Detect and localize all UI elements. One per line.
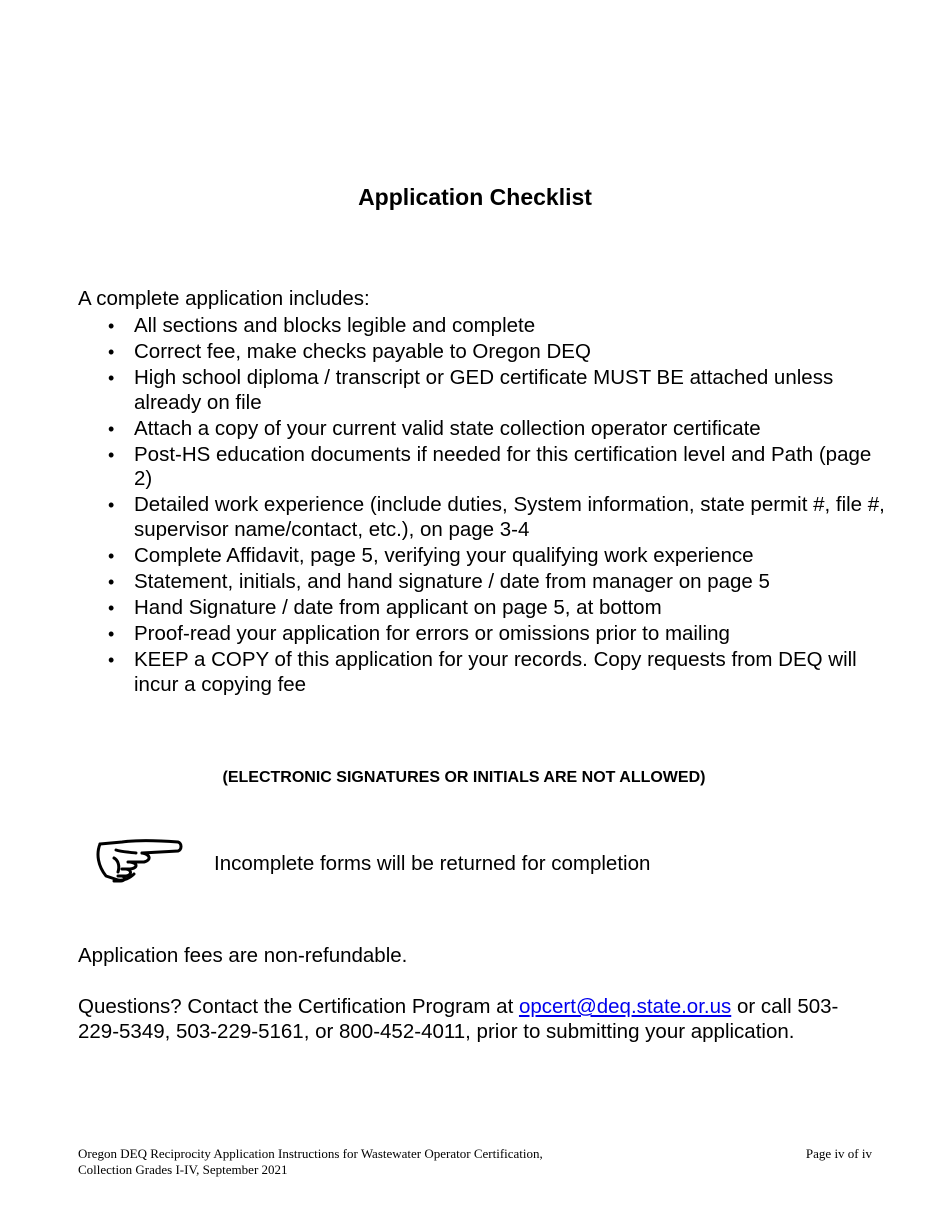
pointing-hand-icon — [92, 836, 184, 884]
list-item — [78, 648, 888, 697]
footer-line-2: Collection Grades I-IV, September 2021 — [78, 1162, 288, 1177]
fees-note: Application fees are non-refundable. — [78, 944, 408, 967]
list-item-text: KEEP a COPY of this application for your records. Copy requests from DEQ will incur a copying fee — [134, 648, 857, 696]
bullet-icon: • — [108, 368, 115, 389]
list-item-text: Correct fee, make checks payable to Oregon DEQ — [134, 340, 591, 364]
footer-document-info — [78, 1146, 678, 1178]
list-item-text: Detailed work experience (include duties, System information, state permit #, file #, supervisor name/contact, etc.), on page 3-4 — [134, 493, 885, 541]
list-item — [78, 622, 888, 647]
incomplete-forms-note: Incomplete forms will be returned for completion — [214, 852, 651, 875]
list-item — [78, 340, 888, 365]
questions-prefix: Questions? Contact the Certification Program at — [78, 995, 519, 1018]
checklist-intro: A complete application includes: — [78, 287, 370, 310]
bullet-icon: • — [108, 495, 115, 516]
signature-notice: (ELECTRONIC SIGNATURES OR INITIALS ARE NOT ALLOWED) — [222, 769, 706, 786]
list-item-text: Attach a copy of your current valid state collection operator certificate — [134, 416, 761, 440]
bullet-icon: • — [108, 572, 115, 593]
bullet-icon: • — [108, 418, 115, 439]
bullet-icon: • — [108, 624, 115, 645]
list-item-text: Hand Signature / date from applicant on page 5, at bottom — [134, 596, 662, 620]
checklist — [78, 314, 888, 699]
list-item-text: High school diploma / transcript or GED certificate MUST BE attached unless already on file — [134, 366, 834, 414]
list-item — [78, 417, 888, 442]
list-item-text: Complete Affidavit, page 5, verifying your qualifying work experience — [134, 544, 754, 568]
page-title: Application Checklist — [358, 184, 592, 210]
bullet-icon: • — [108, 444, 115, 465]
list-item — [78, 570, 888, 595]
bullet-icon: • — [108, 598, 115, 619]
list-item-text: All sections and blocks legible and complete — [134, 314, 536, 337]
bullet-icon: • — [108, 546, 115, 567]
footer-line-1: Oregon DEQ Reciprocity Application Instructions for Wastewater Operator Certification, — [78, 1146, 543, 1161]
bullet-icon: • — [108, 316, 115, 336]
list-item-text: Proof-read your application for errors or omissions prior to mailing — [134, 622, 730, 646]
bullet-icon: • — [108, 650, 115, 671]
list-item — [78, 314, 888, 339]
list-item — [78, 544, 888, 569]
list-item-text: Post-HS education documents if needed for this certification level and Path (page 2) — [134, 442, 872, 491]
page-number: Page iv of iv — [805, 1146, 872, 1161]
list-item — [78, 596, 888, 621]
questions-paragraph — [78, 994, 878, 1044]
questions-suffix: or call 503-229-5349, 503-229-5161, or 800-452-4011, prior to submitting your application. — [78, 995, 839, 1043]
list-item — [78, 443, 888, 492]
list-item — [78, 493, 888, 542]
list-item-text: Statement, initials, and hand signature / date from manager on page 5 — [134, 570, 770, 594]
bullet-icon: • — [108, 342, 115, 363]
email-link[interactable]: opcert@deq.state.or.us — [518, 995, 732, 1018]
list-item — [78, 366, 888, 415]
